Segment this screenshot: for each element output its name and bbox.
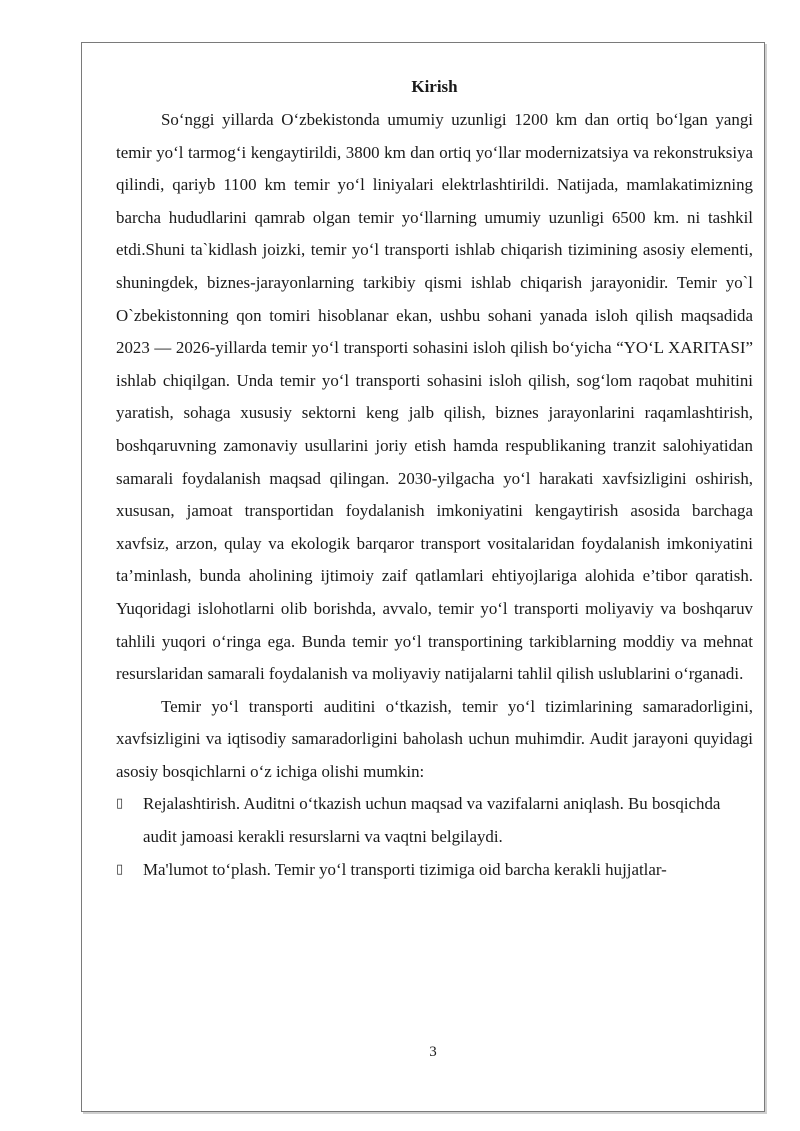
list-item (116, 788, 753, 853)
paragraph-intro: So‘nggi yillarda O‘zbekistonda umumiy uzunligi 1200 km dan ortiq bo‘lgan yangi temir yo‘l tarmog‘i kengaytirildi, 3800 km dan ortiq yo‘llar modernizatsiya va rekonstruksiya qilindi, qariyb 1100 km temir yo‘l liniyalari elektrlashtirildi. Natijada, mamlakatimizning barcha hududlarini qamrab olgan temir yo‘llarning umumiy uzunligi 6500 km. ni tashkil etdi.Shuni ta`kidlash joizki, temir yo‘l transporti ishlab chiqarish tizimining asosiy elementi, shuningdek, biznes-jarayonlarning tarkibiy qismi ishlab chiqarish jarayonidir. Temir yo`l O`zbekistonning qon tomiri hisoblanar ekan, ushbu sohani yanada isloh qilish maqsadida 2023 — 2026-yillarda temir yo‘l transporti sohasini isloh qilish bo‘yicha “YO‘L XARITASI” ishlab chiqilgan. Unda temir yo‘l transporti sohasini isloh qilish, sog‘lom raqobat muhitini yaratish, sohaga xususiy sektorni keng jalb qilish, biznes jarayonlarini raqamlashtirish, boshqaruvning zamonaviy usullarini joriy etish hamda respublikaning tranzit salohiyatidan samarali foydalanish maqsad qilingan. 2030-yilgacha yo‘l harakati xavfsizligini oshirish, xususan, jamoat transportidan foydalanish imkoniyatini kengaytirish asosida barchaga xavfsiz, arzon, qulay va ekologik barqaror transport vositalaridan foydalanish imkoniyatini ta’minlash, bunda aholining ijtimoiy zaif qatlamlari ehtiyojlariga alohida e’tibor qaratish. Yuqoridagi islohotlarni olib borishda, avvalo, temir yo‘l transporti moliyaviy va boshqaruv tahlili yuqori o‘ringa ega. Bunda temir yo‘l transportining tarkiblarning moddiy va mehnat resurslaridan samarali foydalanish va moliyaviy natijalarni tahlil qilish uslublarini o‘rganadi. (116, 110, 753, 684)
bullet-text-planning: Rejalashtirish. Auditni o‘tkazish uchun maqsad va vazifalarni aniqlash. Bu bosqichda audit jamoasi kerakli resurslarni va vaqtni belgilaydi. (143, 794, 721, 847)
bullet-icon: ▯ (116, 861, 124, 877)
page-number: 3 (429, 1044, 437, 1060)
list-item (116, 854, 753, 887)
bullet-icon: ▯ (116, 796, 124, 812)
bullet-text-data-collection: Ma'lumot to‘plash. Temir yo‘l transporti tizimiga oid barcha kerakli hujjatlar- (143, 859, 667, 879)
paragraph-audit: Temir yo‘l transporti auditini o‘tkazish, temir yo‘l tizimlarining samaradorligini, xavfsizligini va iqtisodiy samaradorligini baholash uchun muhimdir. Audit jarayoni quyidagi asosiy bosqichlarni o‘z ichiga olishi mumkin: (116, 696, 753, 781)
title-text: Kirish (411, 77, 458, 96)
document-body (116, 70, 753, 886)
document-title (116, 70, 753, 104)
